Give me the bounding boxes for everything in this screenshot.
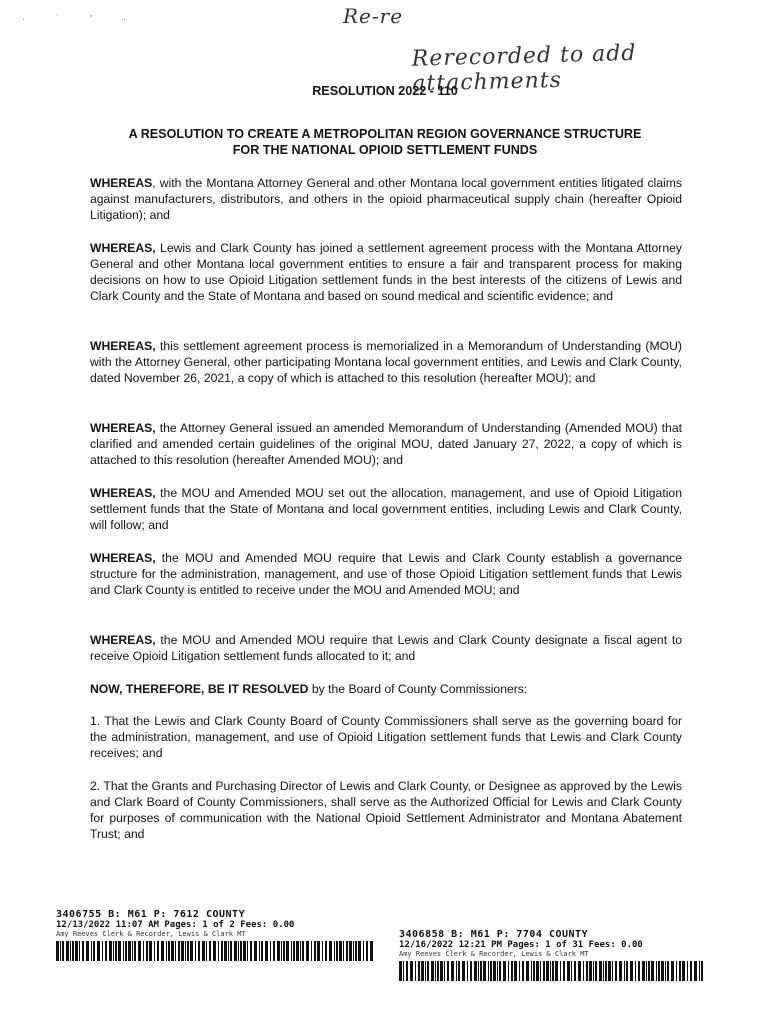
paragraph-lead: WHEREAS,: [90, 551, 156, 565]
paragraph-lead: NOW, THEREFORE, BE IT RESOLVED: [90, 682, 309, 696]
resolution-item-1: [90, 713, 682, 761]
paragraph-text: 2. That the Grants and Purchasing Director of Lewis and Clark County, or Designee as approved by the Lewis and Clark Board of County Commissioners, shall serve as the Authorized Official for Lewis and Clark County for purposes of communication with the National Opioid Settlement Administrator and Montana Abatement Trust; and: [90, 779, 682, 841]
whereas-paragraph-1: [90, 175, 682, 223]
resolution-item-2: [90, 778, 682, 842]
stamp-recorder: Amy Reeves Clerk & Recorder, Lewis & Clark MT: [399, 950, 589, 958]
stamp-date-pages-fees: 12/13/2022 11:07 AM Pages: 1 of 2 Fees: 0.00: [56, 920, 295, 930]
whereas-paragraph-3: [90, 338, 682, 386]
barcode-icon: [56, 941, 374, 961]
paragraph-lead: WHEREAS,: [90, 241, 156, 255]
paragraph-lead: WHEREAS,: [90, 421, 156, 435]
stamp-recorder: Amy Reeves Clerk & Recorder, Lewis & Clark MT: [56, 930, 246, 938]
stamp-record-number: 3406858 B: M61 P: 7704 COUNTY: [399, 929, 589, 940]
resolution-heading-line-2: FOR THE NATIONAL OPIOID SETTLEMENT FUNDS: [232, 143, 538, 157]
resolution-number: RESOLUTION 2022 - 110: [312, 84, 458, 98]
scan-specks: · ˙ ' ·: [22, 14, 141, 25]
resolved-paragraph: [90, 681, 682, 697]
whereas-paragraph-2: [90, 240, 682, 304]
paragraph-text: Lewis and Clark County has joined a settlement agreement process with the Montana Attorney General and other Montana local government entities to ensure a fair and transparent process for making decisions on how to use Opioid Litigation settlement funds in the best interests of the citizens of Lewis and Clark County and the State of Montana and based on sound medical and scientific evidence; and: [90, 241, 682, 303]
paragraph-text: the MOU and Amended MOU require that Lewis and Clark County designate a fiscal agent to receive Opioid Litigation settlement funds allocated to it; and: [90, 633, 682, 663]
paragraph-text: , with the Montana Attorney General and other Montana local government entities litigated claims against manufacturers, distributors, and others in the opioid pharmaceutical supply chain (hereafter Opioid Litigation); and: [90, 176, 682, 222]
paragraph-lead: WHEREAS,: [90, 633, 156, 647]
paragraph-lead: WHEREAS: [90, 176, 153, 190]
paragraph-lead: WHEREAS,: [90, 339, 156, 353]
paragraph-text: the MOU and Amended MOU require that Lewis and Clark County establish a governance structure for the administration, management, and use of those Opioid Litigation settlement funds that Lewis and Clark County is entitled to receive under the MOU and Amended MOU; and: [90, 551, 682, 597]
whereas-paragraph-6: [90, 550, 682, 598]
paragraph-text: the MOU and Amended MOU set out the allocation, management, and use of Opioid Litigation settlement funds that the State of Montana and local government entities, including Lewis and Clark County, will follow; and: [90, 486, 682, 532]
handwritten-rerecorded-note: Rerecorded to add attachments: [411, 40, 637, 97]
stamp-record-number: 3406755 B: M61 P: 7612 COUNTY: [56, 909, 246, 920]
whereas-paragraph-4: [90, 420, 682, 468]
handwritten-mark-top: Re-re: [343, 4, 404, 28]
paragraph-text: by the Board of County Commissioners:: [308, 682, 528, 696]
stamp-date-pages-fees: 12/16/2022 12:21 PM Pages: 1 of 31 Fees: 0.00: [399, 940, 643, 950]
barcode-icon: [399, 961, 704, 981]
paragraph-text: 1. That the Lewis and Clark County Board of County Commissioners shall serve as the governing board for the administration, management, and use of Opioid Litigation settlement funds that Lewis and Clark County receives; and: [90, 714, 682, 760]
whereas-paragraph-5: [90, 485, 682, 533]
whereas-paragraph-7: [90, 632, 682, 664]
paragraph-text: this settlement agreement process is memorialized in a Memorandum of Understanding (MOU) with the Attorney General, other participating Montana local government entities, and Lewis and Clark County, dated November 26, 2021, a copy of which is attached to this resolution (hereafter MOU); and: [90, 339, 682, 385]
recording-stamp-left: [56, 909, 374, 961]
recording-stamp-right: [399, 929, 704, 981]
paragraph-text: the Attorney General issued an amended Memorandum of Understanding (Amended MOU) that clarified and amended certain guidelines of the original MOU, dated January 27, 2022, a copy of which is attached to this resolution (hereafter Amended MOU); and: [90, 421, 682, 467]
paragraph-lead: WHEREAS,: [90, 486, 156, 500]
resolution-heading-line-1: A RESOLUTION TO CREATE A METROPOLITAN REGION GOVERNANCE STRUCTURE: [128, 127, 642, 141]
